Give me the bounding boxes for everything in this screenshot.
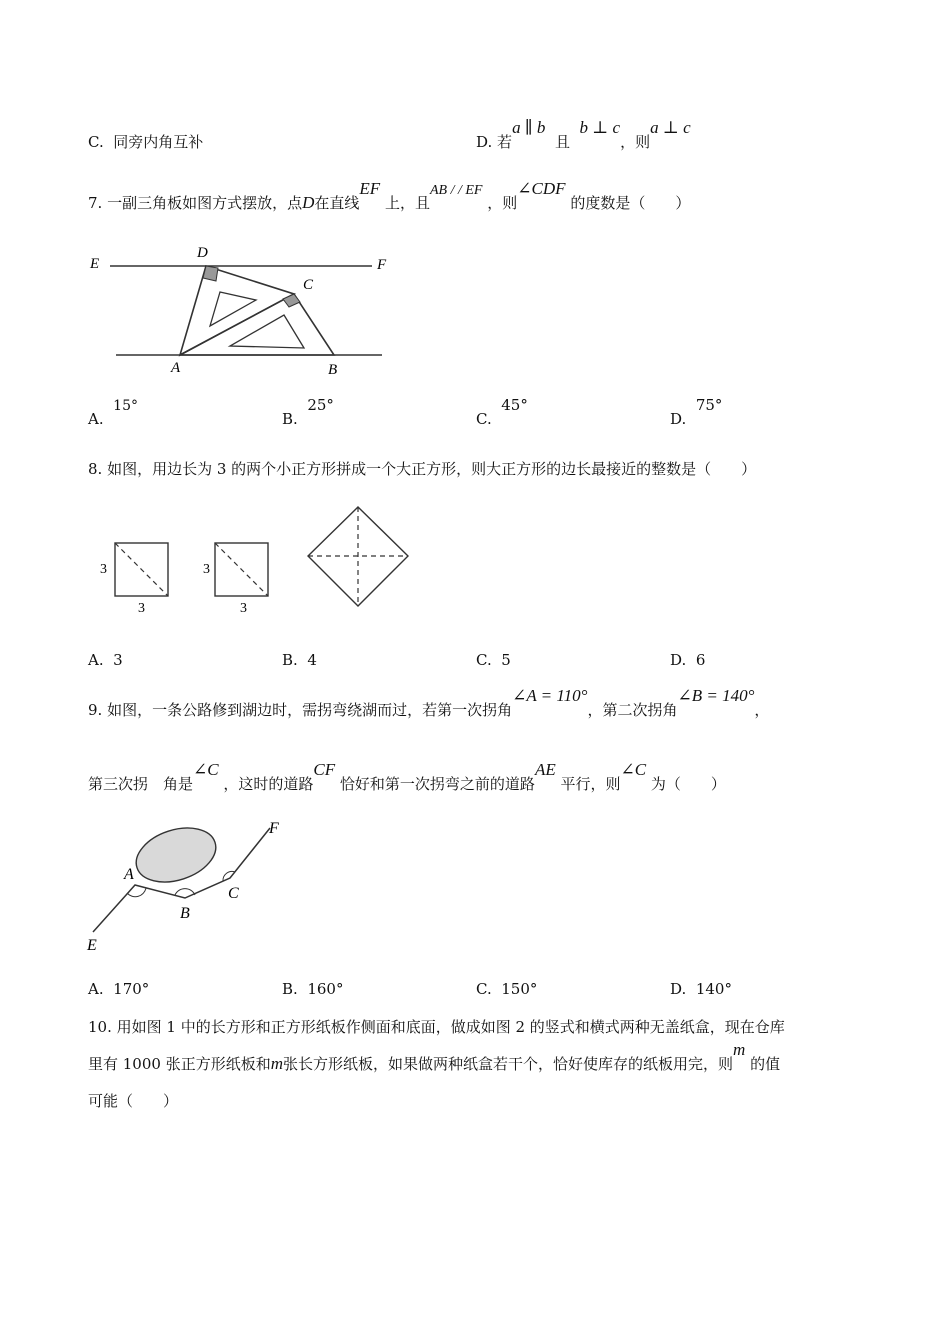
label-e: E [87,937,97,954]
option-label: A. [88,410,104,428]
option-label: D. [670,980,687,998]
math-a-perp-c: a ⊥ c [650,118,691,137]
stem-text: 上，且 [384,194,430,212]
side-label-bottom-1: 3 [138,601,145,616]
q8-figure [95,500,425,620]
option-value: 5 [501,651,511,669]
option-text: ，则 [620,133,651,151]
option-label: B. [282,651,298,669]
stem-text: 一副三角板如图方式摆放，点 [107,194,303,212]
label-b: B [328,362,338,378]
side-label-bottom-2: 3 [240,601,247,616]
math-ab-parallel-ef: AB / / EF [429,183,483,198]
triangle-abc [180,294,334,355]
stem-text: 为（ ） [650,775,726,793]
label-d: D [197,245,208,261]
q6-option-d [476,118,691,152]
q7-stem [88,179,691,213]
math-angle-a: ∠A = 110° [512,686,588,705]
option-value: 160° [307,980,344,998]
stem-text: ，这时的道路 [223,775,314,793]
option-label: D. [476,133,493,151]
question-number: 7. [88,194,103,212]
q8-stem [88,458,756,479]
q9-option-c [476,980,537,998]
option-label: C. [88,133,104,151]
lake [129,819,222,892]
option-value: 6 [695,651,706,669]
math-angle-cdf: ∠CDF [517,179,566,198]
label-a: A [171,360,181,376]
q7-option-b [282,396,334,428]
option-value: 75° [695,396,723,414]
option-label: D. [670,410,687,428]
option-value: 150° [501,980,538,998]
diagonal-2 [215,543,268,596]
right-angle-marker-c [283,294,300,307]
math-b-perp-c: b ⊥ c [579,118,621,137]
angle-arc-a [127,888,146,897]
q6-option-c [88,131,203,152]
option-label: B. [282,980,298,998]
option-value: 45° [501,396,528,414]
q9-stem-line2 [88,760,726,794]
stem-text: 如图，一条公路修到湖边时，需拐弯绕湖而过，若第一次拐角 [107,701,513,719]
q8-option-b [282,651,317,669]
math-a-parallel-b: a ∥ b [512,118,546,137]
math-angle-b: ∠B = 140° [677,686,755,705]
stem-text: ， [754,701,770,719]
option-value: 25° [307,396,334,414]
label-f: F [269,820,279,837]
stem-text: 用如图 1 中的长方形和正方形纸板作侧面和底面，做成如图 2 的竖式和横式两种无盖纸盒，现在仓库 [116,1018,785,1036]
q10-line1 [88,1016,785,1037]
q7-figure [80,240,400,380]
stem-text: ，第二次拐角 [587,701,678,719]
question-number: 8. [88,460,103,478]
q7-option-d [670,396,723,428]
option-value: 140° [695,980,732,998]
label-b: B [180,905,190,922]
math-m-2: m [733,1040,746,1059]
point-d: D [302,193,315,212]
q7-option-a [88,398,138,428]
question-number: 9. [88,701,103,719]
math-ae: AE [534,760,556,779]
stem-text: 可能（ ） [88,1092,179,1110]
option-text: 若 [497,133,513,151]
q8-option-c [476,651,511,669]
option-value: 4 [307,651,317,669]
option-label: A. [88,651,104,669]
label-c: C [228,885,239,902]
option-label: C. [476,980,492,998]
inner-triangle-2 [230,315,304,348]
label-c: C [303,277,314,293]
option-label: C. [476,410,492,428]
angle-arc-b [175,889,195,895]
q10-line2 [88,1040,781,1074]
option-value: 170° [113,980,150,998]
option-label: B. [282,410,298,428]
q8-option-a [88,651,123,669]
inner-triangle-1 [210,292,256,326]
stem-text: 的度数是（ ） [570,194,691,212]
side-label-left-1: 3 [100,562,107,577]
math-m: m [270,1054,283,1073]
math-angle-c: ∠C [193,760,219,779]
option-text: 同旁内角互补 [113,133,204,151]
stem-text: 恰好和第一次拐弯之前的道路 [339,775,535,793]
option-value: 3 [113,651,123,669]
stem-text: 在直线 [314,194,360,212]
label-a: A [124,866,134,883]
stem-text: 平行，则 [560,775,621,793]
q9-option-d [670,980,732,998]
q10-line3 [88,1090,178,1111]
option-label: A. [88,980,104,998]
option-value: 15° [113,398,138,414]
label-e: E [90,256,100,272]
label-f: F [377,257,387,273]
stem-text: ，则 [487,194,518,212]
right-angle-marker-d [203,266,218,281]
math-ef: EF [359,179,381,198]
option-label: D. [670,651,687,669]
q9-figure [80,812,300,960]
q9-option-a [88,980,149,998]
stem-text: 里有 1000 张正方形纸板和 [88,1055,271,1073]
stem-text: 张长方形纸板，如果做两种纸盒若干个，恰好使库存的纸板用完，则 [283,1055,734,1073]
q9-option-b [282,980,343,998]
math-cf: CF [313,760,336,779]
q8-option-d [670,651,705,669]
math-angle-c-2: ∠C [620,760,647,779]
stem-text: 第三次拐 角是 [88,775,194,793]
option-label: C. [476,651,492,669]
question-number: 10. [88,1018,112,1036]
option-text: 且 [554,133,570,151]
stem-text: 如图，用边长为 3 的两个小正方形拼成一个大正方形，则大正方形的边长最接近的整数是（ ） [107,460,757,478]
stem-text: 的值 [750,1055,781,1073]
q7-option-c [476,396,528,428]
diagonal-1 [115,543,168,596]
side-label-left-2: 3 [203,562,210,577]
q9-stem-line1 [88,686,770,720]
